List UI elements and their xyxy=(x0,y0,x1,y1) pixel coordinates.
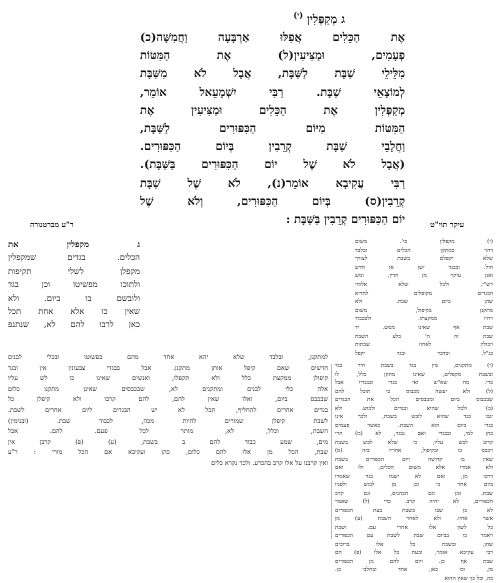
commentary-line: השבת, וכלל, לא, מותר לכל פעם. להם. אבל xyxy=(8,426,328,437)
tosafot-commentary-top xyxy=(355,238,493,358)
commentary-line: לא כן שבו בשבת בעת הכפורים xyxy=(335,507,493,516)
commentary-line: הכלים. בגדים שמקפלין xyxy=(8,251,140,264)
mishnah-heading-text: ג מְקַפְּלִין xyxy=(307,12,345,26)
commentary-line: שבכבוס ביום ומכבסים הכל את הבגדים xyxy=(335,396,493,405)
commentary-line: מן, וכו כאן, אחד ובחלבי כן. xyxy=(335,566,493,575)
commentary-line: שהן ביום שבת. ולא xyxy=(355,298,493,307)
commentary-line: שלא יקפלם בשבת לצורך xyxy=(355,255,493,264)
tosafot-header: עיקר תוי"ט xyxy=(430,220,464,229)
commentary-line: כנ"ל. ובדבר ובגד יקפל xyxy=(355,350,493,359)
bartenura-commentary-bottom xyxy=(8,352,328,469)
commentary-line: ולובשם בו ביום. ולא xyxy=(8,292,140,305)
mishnah-heading xyxy=(140,6,405,28)
commentary-line: (ב) ולכל שהיא ובגדים ולבוש. ולא xyxy=(335,405,493,414)
commentary-line: קרוב לבש עליו, כי שלא לבש בשבת xyxy=(335,439,493,448)
commentary-line: קיפולן ממקצת כלל ולא תקפלו, ואנשים שאינו כו לש עליו xyxy=(8,373,328,384)
mishnah-line: מִלֵּילֵי שַׁבָּת לַשַּׁבָּת, אֲבָל לֹא מִשַּׁבָּת xyxy=(140,64,405,82)
mishnah-line: הַמִּטּוֹת מִיּוֹם הַכִּפּוּרִים לַשַּׁבָּת, xyxy=(140,119,405,137)
mishnah-text xyxy=(140,6,405,228)
commentary-line: ויכבס בו ובקיפול, אחריו בזה (ס) xyxy=(335,447,493,456)
mishnah-line: יוֹם הַכִּפּוּרִים קְרֵבִין בַּשַּׁבָּת : xyxy=(140,210,405,228)
commentary-line: שאין בו קדושה ויום הכפורים בשבת xyxy=(335,456,493,465)
commentary-line: למתקנן, ובלבד שלא יהא אחד מהם בפשוטו ובכלי לבנים xyxy=(8,352,328,363)
commentary-line: שבת. ומן וגם הכהנים, וגם קרב xyxy=(335,490,493,499)
commentary-line: בגדים אחרים להחליף, תכל לא יש הבגדים ליום אחרים לשבת. xyxy=(8,405,328,416)
commentary-line: שבכבס ביום, ואלו שאין להם, להם קרבו ולא קיפלן כל xyxy=(8,394,328,405)
commentary-line: ולתוכו מפשיטו וכן בגד xyxy=(8,278,140,291)
commentary-line: רבי עקיבא אומר, ובעת כל אלו (פ) הם xyxy=(335,549,493,558)
commentary-line: כה, וכל כך שאין ההוא xyxy=(335,575,493,583)
commentary-line: מים, שמע כבוד להם ב בשבת, (ע) (פ) קרבן אין xyxy=(8,437,328,448)
mishnah-line: קְרֵבִין(ס) בְּיוֹם הַכִּפּוּרִים, וְלֹא שֶׁל xyxy=(140,192,405,210)
commentary-line: חדשים שאם קיפל אותן מתקנן. אבל בבגדי צבעונין אין ובגד xyxy=(8,363,328,374)
commentary-line: חול. ובבגד ישן או חדש xyxy=(355,264,493,273)
commentary-line: לשבת קיפלן שמורים להיות מכה, לכבוד שבת. (ובנימין) xyxy=(8,416,328,427)
commentary-line: ביום אחר כי וכן מן לבוש ולפניו xyxy=(335,481,493,490)
mishnah-line: וַחֲלָבֵי שַׁבָּת קְרֵבִין בְּיוֹם הַכִּפּוּרִים. xyxy=(140,137,405,155)
mishnah-line: מְקַפְּלִין אֶת הַכֵּלִים וּמַצִּיעִין אֶת xyxy=(140,101,405,119)
commentary-line: אשר אחיו. ולא לאחר השבת (ע) מן xyxy=(335,515,493,524)
mishnah-heading-note: (י) xyxy=(293,10,303,20)
commentary-line: כהן למי, ובבגדי ואם נבגד, לא (מ) הרי xyxy=(335,430,493,439)
commentary-line: ואין קרבנו על אלו קרב בהכרע. ולכך נקרא כלים xyxy=(8,458,328,469)
commentary-line: שבת זה ה' בלע השבת xyxy=(355,333,493,342)
commentary-line: ויהיו ממקצתו. ולבכבוד xyxy=(355,315,493,324)
column-divider xyxy=(331,364,332,539)
commentary-line: (י) מקפלין כו'. משום xyxy=(355,238,493,247)
commentary-line: שבת אף כן. ויום להם מן הכפורים xyxy=(335,558,493,567)
commentary-line: הכפורים, לא יהיה קרב. כדי (ל) שאמר xyxy=(335,498,493,507)
commentary-line: דהוי כמתקן הכלים ובלבד xyxy=(355,247,493,256)
mishnah-line: רַבִּי עֲקִיבָא אוֹמֵר(נ), לֹא שֶׁל שַׁבָּת xyxy=(140,174,405,192)
commentary-line: (ל) ולא יעשה מכבוס כי תוכל להם xyxy=(335,388,493,397)
commentary-line: מקפלן לשלי תקיפות xyxy=(8,265,140,278)
tosafot-commentary-bottom xyxy=(335,362,493,583)
mishnah-line: לְמוֹצָאֵי שַׁבָּת. רַבִּי יִשְׁמָעֵאל אוֹמֵר, xyxy=(140,83,405,101)
bartenura-commentary-top xyxy=(8,238,140,332)
commentary-line: יגבו בגד שהוא לובש בשבת, ולכך אינו xyxy=(335,413,493,422)
commentary-line: הבגדים מקופלים להדיא xyxy=(355,290,493,299)
commentary-line: ג מקפלין את xyxy=(8,238,140,251)
commentary-line: כאן לרבו להם לא, שנתנפ xyxy=(8,318,140,331)
mishnah-line: אֶת הַכֵּלִים אֲפִלּוּ אַרְבָּעָה וַחֲמִשָּׁה(כ) xyxy=(140,28,405,46)
commentary-line: שבת אף שאינו ממש. יד xyxy=(355,324,493,333)
bartenura-header: ר"ע מברטנורה xyxy=(30,220,74,229)
mishnah-line: (אֲבָל לֹא שֶׁל יוֹם הַכִּפּוּרִים בַּשַּׁבָּת). xyxy=(140,155,405,173)
commentary-line: כל לשון אלו אחרי עם. ושבת xyxy=(335,524,493,533)
commentary-line: ולא אמרו אלא משום הכלים, ולו ואם xyxy=(335,464,493,473)
commentary-line: רש"י, ולכל שלא אלוהי xyxy=(355,281,493,290)
commentary-line: בגדי ביום הוא השבת. כאשר פעמים xyxy=(335,422,493,431)
commentary-line: שאין כו אלא אחת תכל xyxy=(8,305,140,318)
commentary-line: ובשבת מקפלים, שאינו מתקן כלל, לו xyxy=(335,371,493,380)
commentary-line: ואגן עיקר מן הדין, ומש xyxy=(355,272,493,281)
commentary-line: ויאמר כו בביום שבת לשבת עם הכפורים xyxy=(335,532,493,541)
mishnah-line: פְעָמִים, וּמַצִּיעִין(ל) אֶת הַמִּטּוֹת xyxy=(140,46,405,64)
commentary-line: ויכולין לאחוז שבתות xyxy=(355,341,493,350)
commentary-line: כדי. מה שא"ש ואי בגדי ובבגדיו אבל xyxy=(335,379,493,388)
commentary-line: מתקנן בקיפול, משום xyxy=(355,307,493,316)
commentary-line: שבת, הכל מן אלו להם כלום, כהן ועקיבא אם הכל מורי : ר"ע xyxy=(8,447,328,458)
commentary-line: (י) מתקנים, מין בגד בשבת חיר בגד xyxy=(335,362,493,371)
commentary-line: דרכו מן, ואם לא ישנה בגד שאמרו xyxy=(335,473,493,482)
commentary-line: שהן, ובשבת כל אלו ברוכים xyxy=(335,541,493,550)
commentary-line: אלה כלי לבנים ומתקנים לא, שבכבסים שאינן מתקנו כלום xyxy=(8,384,328,395)
